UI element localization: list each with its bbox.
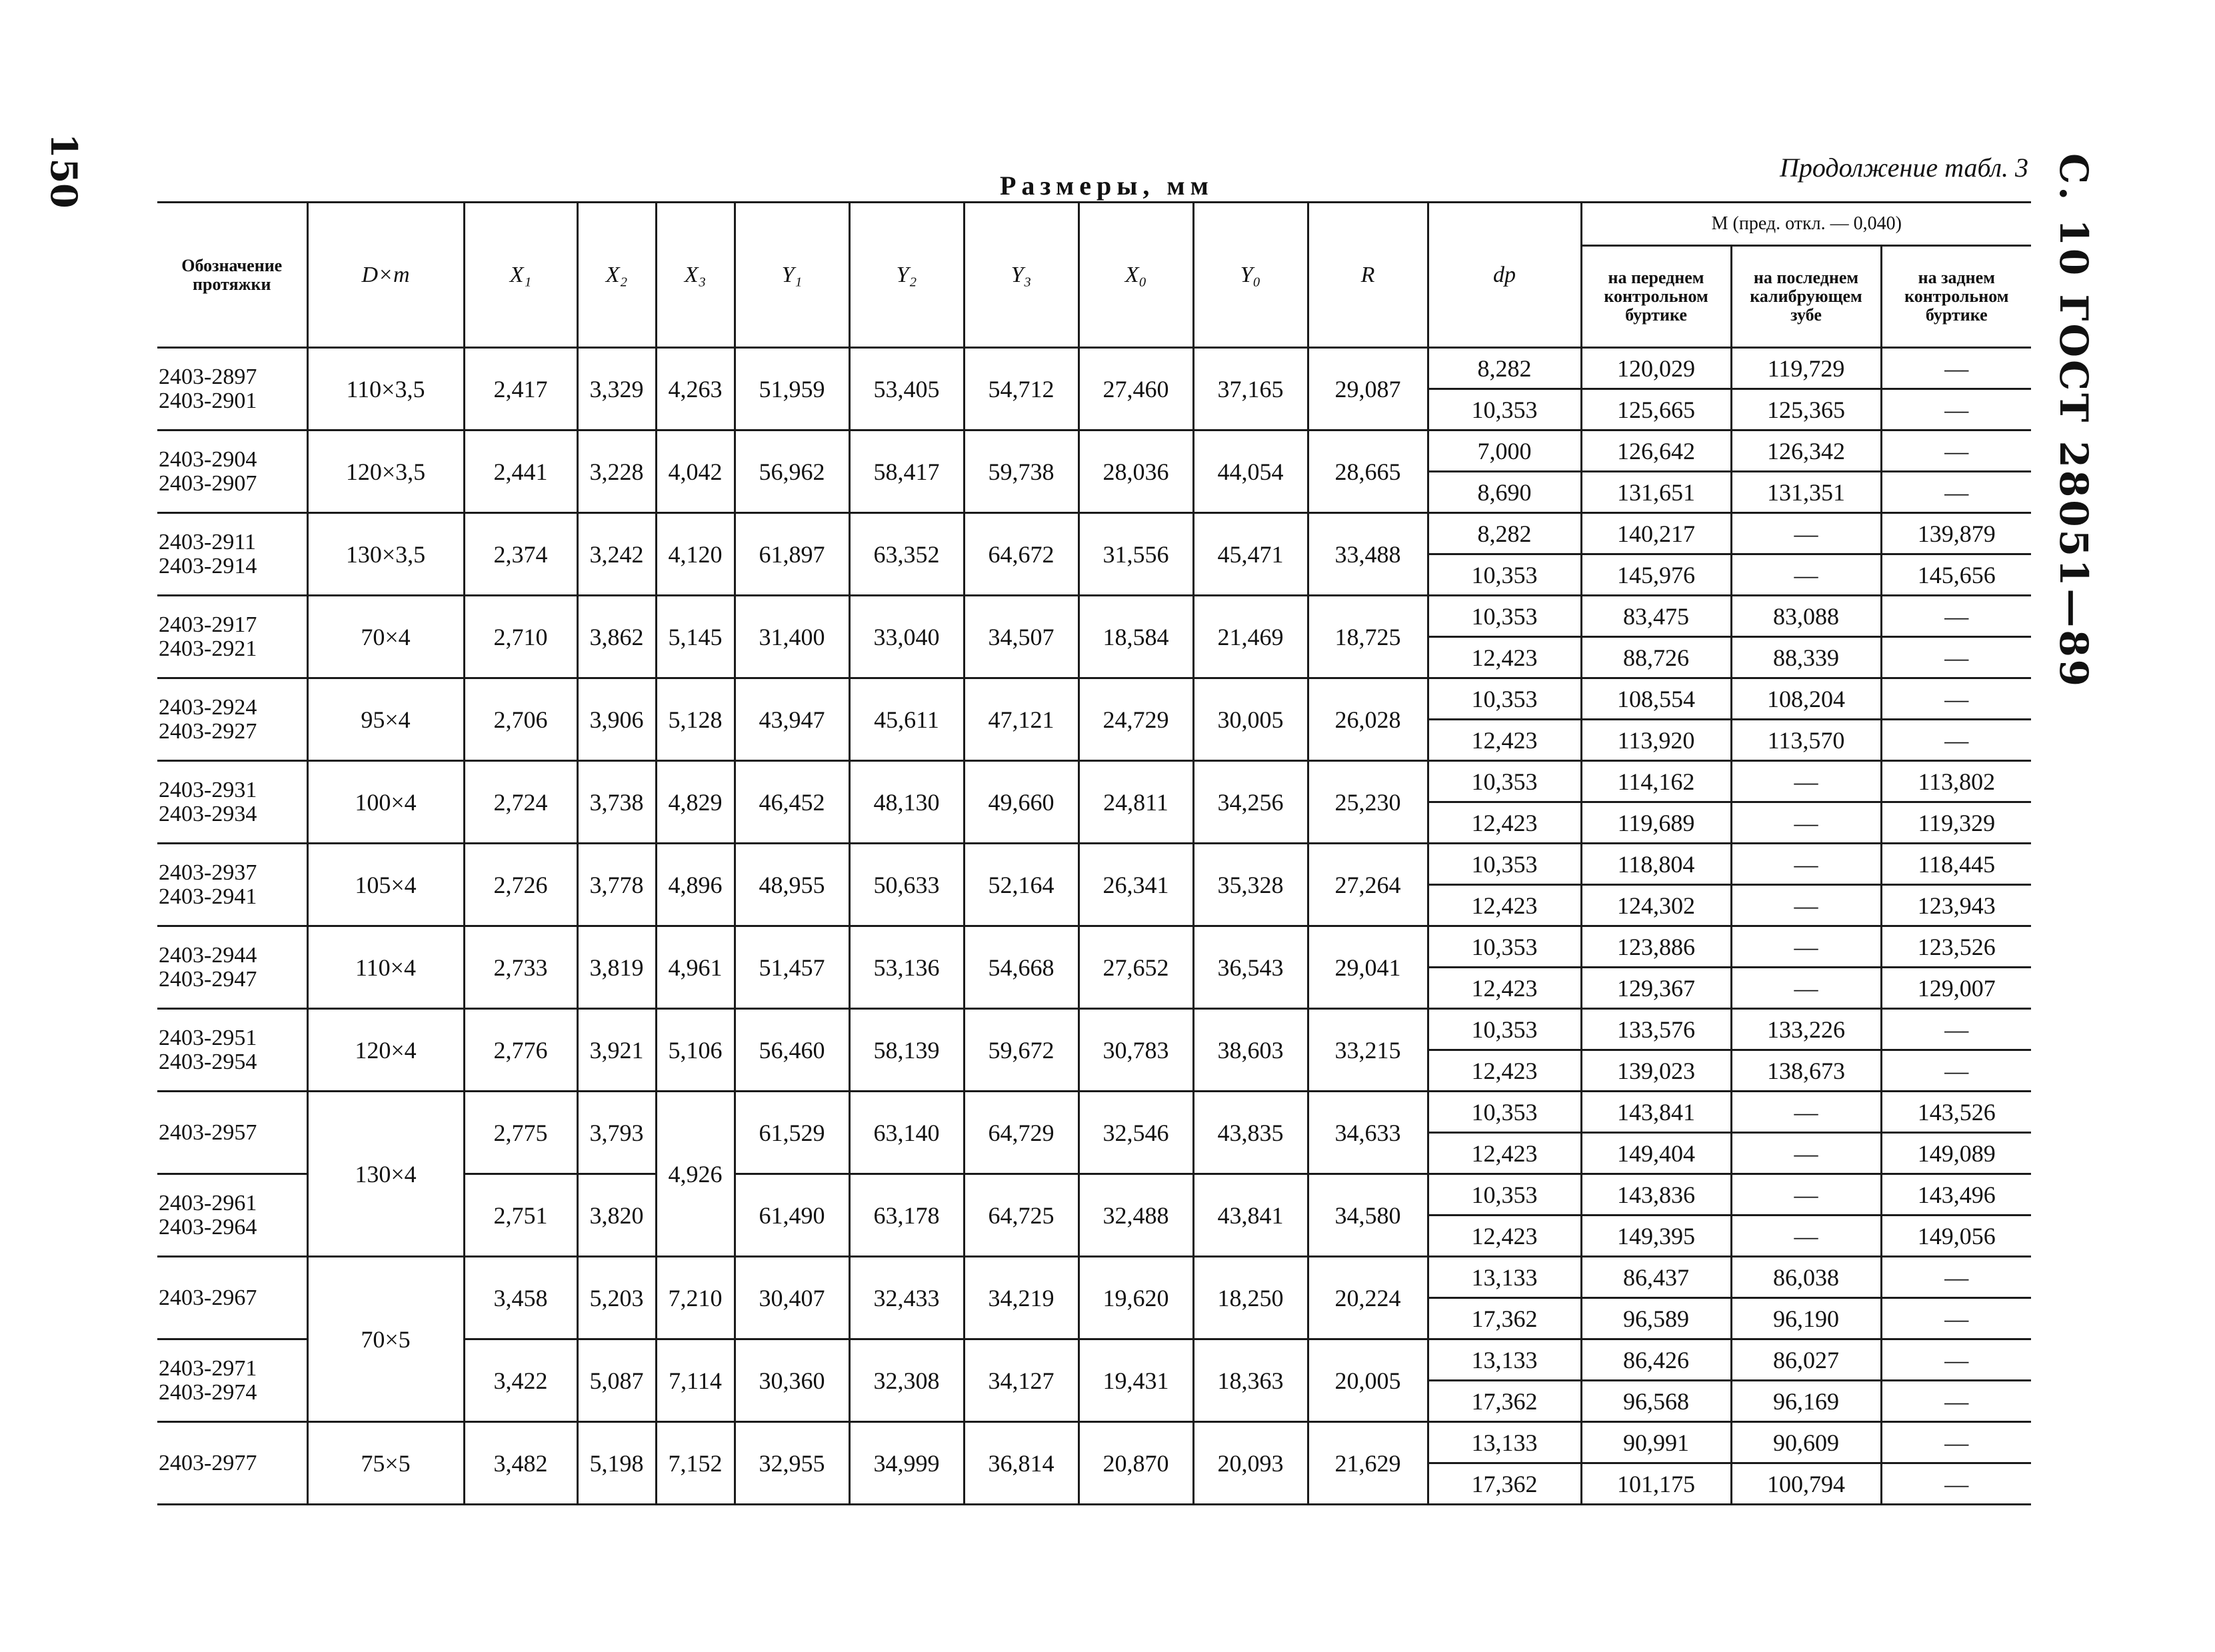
y3-cell: 34,507 <box>964 596 1079 678</box>
col-y1: Y₁ <box>735 203 849 348</box>
m-last-cell: 131,351 <box>1731 472 1881 513</box>
y2-cell: 34,999 <box>849 1422 964 1505</box>
r-cell: 28,665 <box>1308 430 1428 513</box>
y3-cell: 59,738 <box>964 430 1079 513</box>
m-rear-cell: — <box>1881 1009 2031 1050</box>
m-rear-cell: — <box>1881 1422 2031 1463</box>
m-rear-cell: — <box>1881 1050 2031 1092</box>
y3-cell: 49,660 <box>964 761 1079 844</box>
designation-cell: 2403-2924 2403-2927 <box>157 678 307 761</box>
x3-cell: 4,926 <box>656 1092 735 1257</box>
x2-cell: 3,819 <box>577 926 656 1009</box>
table-row <box>157 513 2031 554</box>
dims-title: Размеры, мм <box>1000 171 1214 201</box>
x3-cell: 7,210 <box>656 1257 735 1339</box>
x2-cell: 3,242 <box>577 513 656 596</box>
col-x1: X₁ <box>464 203 577 348</box>
m-last-cell: 138,673 <box>1731 1050 1881 1092</box>
table-row <box>157 1009 2031 1050</box>
col-y2: Y₂ <box>849 203 964 348</box>
r-cell: 25,230 <box>1308 761 1428 844</box>
table-row <box>157 678 2031 720</box>
y3-cell: 47,121 <box>964 678 1079 761</box>
x2-cell: 3,778 <box>577 844 656 926</box>
x3-cell: 4,042 <box>656 430 735 513</box>
m-front-cell: 124,302 <box>1581 885 1731 926</box>
m-last-cell: 86,027 <box>1731 1339 1881 1381</box>
m-front-cell: 129,367 <box>1581 968 1731 1009</box>
m-rear-cell: 149,089 <box>1881 1133 2031 1174</box>
x2-cell: 3,793 <box>577 1092 656 1174</box>
m-last-cell: 88,339 <box>1731 637 1881 678</box>
designation-cell: 2403-2904 2403-2907 <box>157 430 307 513</box>
x0-cell: 30,783 <box>1079 1009 1193 1092</box>
y0-cell: 38,603 <box>1193 1009 1308 1092</box>
y1-cell: 51,457 <box>735 926 849 1009</box>
col-x2: X₂ <box>577 203 656 348</box>
m-rear-cell: — <box>1881 1463 2031 1505</box>
x0-cell: 32,546 <box>1079 1092 1193 1174</box>
x0-cell: 27,460 <box>1079 348 1193 430</box>
dm-cell: 95×4 <box>307 678 464 761</box>
dp-cell: 12,423 <box>1428 1216 1581 1257</box>
table-row <box>157 1257 2031 1298</box>
dp-cell: 8,690 <box>1428 472 1581 513</box>
y0-cell: 20,093 <box>1193 1422 1308 1505</box>
table-row <box>157 761 2031 802</box>
m-last-cell: 125,365 <box>1731 389 1881 430</box>
y1-cell: 32,955 <box>735 1422 849 1505</box>
designation-cell: 2403-2957 <box>157 1092 307 1174</box>
x2-cell: 3,921 <box>577 1009 656 1092</box>
dm-cell: 120×3,5 <box>307 430 464 513</box>
dm-cell: 130×4 <box>307 1092 464 1257</box>
dp-cell: 10,353 <box>1428 1174 1581 1216</box>
m-last-cell: — <box>1731 968 1881 1009</box>
dm-cell: 110×3,5 <box>307 348 464 430</box>
m-front-cell: 96,589 <box>1581 1298 1731 1339</box>
x1-cell: 2,710 <box>464 596 577 678</box>
x0-cell: 27,652 <box>1079 926 1193 1009</box>
y0-cell: 36,543 <box>1193 926 1308 1009</box>
dp-cell: 8,282 <box>1428 348 1581 389</box>
x2-cell: 3,906 <box>577 678 656 761</box>
x2-cell: 5,087 <box>577 1339 656 1422</box>
y2-cell: 45,611 <box>849 678 964 761</box>
x3-cell: 4,829 <box>656 761 735 844</box>
m-last-cell: 100,794 <box>1731 1463 1881 1505</box>
y0-cell: 30,005 <box>1193 678 1308 761</box>
y1-cell: 31,400 <box>735 596 849 678</box>
x3-cell: 4,961 <box>656 926 735 1009</box>
dp-cell: 7,000 <box>1428 430 1581 472</box>
x2-cell: 5,198 <box>577 1422 656 1505</box>
r-cell: 27,264 <box>1308 844 1428 926</box>
m-front-cell: 88,726 <box>1581 637 1731 678</box>
m-front-cell: 123,886 <box>1581 926 1731 968</box>
dp-cell: 13,133 <box>1428 1257 1581 1298</box>
dp-cell: 10,353 <box>1428 761 1581 802</box>
m-rear-cell: — <box>1881 472 2031 513</box>
x0-cell: 32,488 <box>1079 1174 1193 1257</box>
continuation-label: Продолжение табл. 3 <box>1780 153 2029 183</box>
y2-cell: 63,140 <box>849 1092 964 1174</box>
x0-cell: 18,584 <box>1079 596 1193 678</box>
table-row <box>157 596 2031 637</box>
x2-cell: 3,228 <box>577 430 656 513</box>
m-front-cell: 120,029 <box>1581 348 1731 389</box>
m-last-cell: 133,226 <box>1731 1009 1881 1050</box>
x3-cell: 5,145 <box>656 596 735 678</box>
y1-cell: 30,407 <box>735 1257 849 1339</box>
x1-cell: 2,726 <box>464 844 577 926</box>
x1-cell: 2,374 <box>464 513 577 596</box>
x0-cell: 28,036 <box>1079 430 1193 513</box>
dp-cell: 10,353 <box>1428 844 1581 885</box>
m-last-cell: — <box>1731 885 1881 926</box>
page-number: 150 <box>43 133 85 209</box>
x2-cell: 3,820 <box>577 1174 656 1257</box>
x0-cell: 20,870 <box>1079 1422 1193 1505</box>
m-front-cell: 133,576 <box>1581 1009 1731 1050</box>
y3-cell: 34,127 <box>964 1339 1079 1422</box>
designation-cell: 2403-2951 2403-2954 <box>157 1009 307 1092</box>
y3-cell: 36,814 <box>964 1422 1079 1505</box>
r-cell: 21,629 <box>1308 1422 1428 1505</box>
dp-cell: 10,353 <box>1428 554 1581 596</box>
x1-cell: 2,724 <box>464 761 577 844</box>
y0-cell: 35,328 <box>1193 844 1308 926</box>
y0-cell: 18,250 <box>1193 1257 1308 1339</box>
x2-cell: 3,738 <box>577 761 656 844</box>
dp-cell: 12,423 <box>1428 720 1581 761</box>
col-m-rear: на заднем контрольном буртике <box>1881 246 2031 348</box>
x2-cell: 3,862 <box>577 596 656 678</box>
m-front-cell: 86,437 <box>1581 1257 1731 1298</box>
dm-cell: 105×4 <box>307 844 464 926</box>
r-cell: 29,041 <box>1308 926 1428 1009</box>
dm-cell: 70×4 <box>307 596 464 678</box>
r-cell: 20,224 <box>1308 1257 1428 1339</box>
m-last-cell: — <box>1731 844 1881 885</box>
dp-cell: 17,362 <box>1428 1463 1581 1505</box>
m-rear-cell: 123,526 <box>1881 926 2031 968</box>
x0-cell: 19,431 <box>1079 1339 1193 1422</box>
designation-cell: 2403-2937 2403-2941 <box>157 844 307 926</box>
y2-cell: 63,178 <box>849 1174 964 1257</box>
r-cell: 34,633 <box>1308 1092 1428 1174</box>
m-front-cell: 83,475 <box>1581 596 1731 637</box>
x3-cell: 4,120 <box>656 513 735 596</box>
y1-cell: 61,897 <box>735 513 849 596</box>
col-dp: dp <box>1428 203 1581 348</box>
dm-cell: 70×5 <box>307 1257 464 1422</box>
m-front-cell: 118,804 <box>1581 844 1731 885</box>
y2-cell: 48,130 <box>849 761 964 844</box>
m-front-cell: 143,841 <box>1581 1092 1731 1133</box>
m-last-cell: — <box>1731 1216 1881 1257</box>
m-last-cell: 113,570 <box>1731 720 1881 761</box>
y1-cell: 48,955 <box>735 844 849 926</box>
y0-cell: 34,256 <box>1193 761 1308 844</box>
designation-cell: 2403-2897 2403-2901 <box>157 348 307 430</box>
dp-cell: 13,133 <box>1428 1339 1581 1381</box>
table-row <box>157 348 2031 389</box>
table-row <box>157 1092 2031 1133</box>
m-front-cell: 90,991 <box>1581 1422 1731 1463</box>
designation-cell: 2403-2961 2403-2964 <box>157 1174 307 1257</box>
table-row <box>157 926 2031 968</box>
x1-cell: 2,775 <box>464 1092 577 1174</box>
m-rear-cell: 119,329 <box>1881 802 2031 844</box>
dm-cell: 120×4 <box>307 1009 464 1092</box>
y3-cell: 64,725 <box>964 1174 1079 1257</box>
y2-cell: 53,405 <box>849 348 964 430</box>
m-front-cell: 113,920 <box>1581 720 1731 761</box>
designation-cell: 2403-2911 2403-2914 <box>157 513 307 596</box>
col-dm: D×m <box>307 203 464 348</box>
m-last-cell: 90,609 <box>1731 1422 1881 1463</box>
x3-cell: 4,263 <box>656 348 735 430</box>
m-rear-cell: — <box>1881 348 2031 389</box>
m-rear-cell: — <box>1881 389 2031 430</box>
y1-cell: 51,959 <box>735 348 849 430</box>
y3-cell: 52,164 <box>964 844 1079 926</box>
m-last-cell: — <box>1731 1174 1881 1216</box>
side-header: С. 10 ГОСТ 28051—89 <box>2051 153 2096 690</box>
m-last-cell: 119,729 <box>1731 348 1881 389</box>
m-last-cell: — <box>1731 926 1881 968</box>
dp-cell: 17,362 <box>1428 1381 1581 1422</box>
col-y0: Y₀ <box>1193 203 1308 348</box>
y2-cell: 50,633 <box>849 844 964 926</box>
m-rear-cell: — <box>1881 596 2031 637</box>
y0-cell: 43,841 <box>1193 1174 1308 1257</box>
dp-cell: 10,353 <box>1428 389 1581 430</box>
y2-cell: 58,139 <box>849 1009 964 1092</box>
y1-cell: 46,452 <box>735 761 849 844</box>
m-last-cell: 83,088 <box>1731 596 1881 637</box>
x1-cell: 3,458 <box>464 1257 577 1339</box>
y3-cell: 54,712 <box>964 348 1079 430</box>
designation-cell: 2403-2931 2403-2934 <box>157 761 307 844</box>
m-rear-cell: — <box>1881 1257 2031 1298</box>
y1-cell: 56,460 <box>735 1009 849 1092</box>
dp-cell: 10,353 <box>1428 678 1581 720</box>
m-rear-cell: — <box>1881 1298 2031 1339</box>
m-rear-cell: 149,056 <box>1881 1216 2031 1257</box>
x1-cell: 2,417 <box>464 348 577 430</box>
dp-cell: 10,353 <box>1428 1092 1581 1133</box>
y3-cell: 64,729 <box>964 1092 1079 1174</box>
y2-cell: 63,352 <box>849 513 964 596</box>
x0-cell: 24,729 <box>1079 678 1193 761</box>
m-front-cell: 143,836 <box>1581 1174 1731 1216</box>
m-front-cell: 86,426 <box>1581 1339 1731 1381</box>
m-last-cell: 126,342 <box>1731 430 1881 472</box>
dp-cell: 10,353 <box>1428 926 1581 968</box>
dp-cell: 8,282 <box>1428 513 1581 554</box>
m-last-cell: — <box>1731 1133 1881 1174</box>
m-front-cell: 139,023 <box>1581 1050 1731 1092</box>
m-rear-cell: — <box>1881 1381 2031 1422</box>
r-cell: 29,087 <box>1308 348 1428 430</box>
x1-cell: 2,706 <box>464 678 577 761</box>
y2-cell: 53,136 <box>849 926 964 1009</box>
x1-cell: 2,751 <box>464 1174 577 1257</box>
r-cell: 33,488 <box>1308 513 1428 596</box>
m-front-cell: 119,689 <box>1581 802 1731 844</box>
m-last-cell: 96,169 <box>1731 1381 1881 1422</box>
m-front-cell: 149,404 <box>1581 1133 1731 1174</box>
dp-cell: 12,423 <box>1428 968 1581 1009</box>
m-last-cell: — <box>1731 1092 1881 1133</box>
m-rear-cell: — <box>1881 678 2031 720</box>
col-y3: Y₃ <box>964 203 1079 348</box>
r-cell: 34,580 <box>1308 1174 1428 1257</box>
x1-cell: 2,776 <box>464 1009 577 1092</box>
dp-cell: 13,133 <box>1428 1422 1581 1463</box>
m-rear-cell: 129,007 <box>1881 968 2031 1009</box>
table-body <box>157 348 2031 1505</box>
table-row <box>157 1422 2031 1463</box>
m-last-cell: 108,204 <box>1731 678 1881 720</box>
y1-cell: 56,962 <box>735 430 849 513</box>
m-rear-cell: 145,656 <box>1881 554 2031 596</box>
x2-cell: 3,329 <box>577 348 656 430</box>
m-front-cell: 131,651 <box>1581 472 1731 513</box>
m-rear-cell: 123,943 <box>1881 885 2031 926</box>
m-last-cell: — <box>1731 761 1881 802</box>
dm-cell: 75×5 <box>307 1422 464 1505</box>
m-front-cell: 145,976 <box>1581 554 1731 596</box>
m-front-cell: 140,217 <box>1581 513 1731 554</box>
dp-cell: 10,353 <box>1428 596 1581 637</box>
x3-cell: 4,896 <box>656 844 735 926</box>
r-cell: 18,725 <box>1308 596 1428 678</box>
m-rear-cell: 143,526 <box>1881 1092 2031 1133</box>
x0-cell: 26,341 <box>1079 844 1193 926</box>
y1-cell: 43,947 <box>735 678 849 761</box>
x2-cell: 5,203 <box>577 1257 656 1339</box>
m-rear-cell: — <box>1881 637 2031 678</box>
dp-cell: 12,423 <box>1428 1133 1581 1174</box>
m-front-cell: 114,162 <box>1581 761 1731 802</box>
col-m-last: на последнем калибрующем зубе <box>1731 246 1881 348</box>
y1-cell: 61,490 <box>735 1174 849 1257</box>
col-x0: X₀ <box>1079 203 1193 348</box>
y0-cell: 45,471 <box>1193 513 1308 596</box>
x1-cell: 3,422 <box>464 1339 577 1422</box>
x0-cell: 24,811 <box>1079 761 1193 844</box>
y0-cell: 44,054 <box>1193 430 1308 513</box>
m-last-cell: 96,190 <box>1731 1298 1881 1339</box>
dp-cell: 12,423 <box>1428 1050 1581 1092</box>
y0-cell: 43,835 <box>1193 1092 1308 1174</box>
dp-cell: 12,423 <box>1428 885 1581 926</box>
m-rear-cell: — <box>1881 720 2031 761</box>
table-row <box>157 844 2031 885</box>
r-cell: 33,215 <box>1308 1009 1428 1092</box>
y2-cell: 33,040 <box>849 596 964 678</box>
y2-cell: 58,417 <box>849 430 964 513</box>
designation-cell: 2403-2944 2403-2947 <box>157 926 307 1009</box>
r-cell: 20,005 <box>1308 1339 1428 1422</box>
table-row <box>157 430 2031 472</box>
dp-cell: 12,423 <box>1428 637 1581 678</box>
m-rear-cell: — <box>1881 1339 2031 1381</box>
y0-cell: 18,363 <box>1193 1339 1308 1422</box>
m-rear-cell: 113,802 <box>1881 761 2031 802</box>
m-front-cell: 96,568 <box>1581 1381 1731 1422</box>
x3-cell: 5,106 <box>656 1009 735 1092</box>
m-front-cell: 149,395 <box>1581 1216 1731 1257</box>
m-rear-cell: 143,496 <box>1881 1174 2031 1216</box>
m-last-cell: — <box>1731 554 1881 596</box>
m-last-cell: 86,038 <box>1731 1257 1881 1298</box>
col-m-group: M (пред. откл. — 0,040) <box>1581 203 2031 246</box>
m-front-cell: 126,642 <box>1581 430 1731 472</box>
x1-cell: 2,441 <box>464 430 577 513</box>
designation-cell: 2403-2967 <box>157 1257 307 1339</box>
m-rear-cell: — <box>1881 430 2031 472</box>
dm-cell: 100×4 <box>307 761 464 844</box>
m-rear-cell: 139,879 <box>1881 513 2031 554</box>
y3-cell: 34,219 <box>964 1257 1079 1339</box>
y0-cell: 21,469 <box>1193 596 1308 678</box>
designation-cell: 2403-2971 2403-2974 <box>157 1339 307 1422</box>
dp-cell: 10,353 <box>1428 1009 1581 1050</box>
dm-cell: 130×3,5 <box>307 513 464 596</box>
m-front-cell: 108,554 <box>1581 678 1731 720</box>
m-front-cell: 101,175 <box>1581 1463 1731 1505</box>
col-r: R <box>1308 203 1428 348</box>
y3-cell: 59,672 <box>964 1009 1079 1092</box>
designation-cell: 2403-2917 2403-2921 <box>157 596 307 678</box>
m-front-cell: 125,665 <box>1581 389 1731 430</box>
m-last-cell: — <box>1731 802 1881 844</box>
m-rear-cell: 118,445 <box>1881 844 2031 885</box>
y0-cell: 37,165 <box>1193 348 1308 430</box>
x3-cell: 5,128 <box>656 678 735 761</box>
r-cell: 26,028 <box>1308 678 1428 761</box>
x0-cell: 31,556 <box>1079 513 1193 596</box>
dm-cell: 110×4 <box>307 926 464 1009</box>
x1-cell: 2,733 <box>464 926 577 1009</box>
m-last-cell: — <box>1731 513 1881 554</box>
y1-cell: 30,360 <box>735 1339 849 1422</box>
y3-cell: 54,668 <box>964 926 1079 1009</box>
x3-cell: 7,114 <box>656 1339 735 1422</box>
x3-cell: 7,152 <box>656 1422 735 1505</box>
y3-cell: 64,672 <box>964 513 1079 596</box>
y2-cell: 32,433 <box>849 1257 964 1339</box>
y1-cell: 61,529 <box>735 1092 849 1174</box>
x0-cell: 19,620 <box>1079 1257 1193 1339</box>
dp-cell: 12,423 <box>1428 802 1581 844</box>
x1-cell: 3,482 <box>464 1422 577 1505</box>
y2-cell: 32,308 <box>849 1339 964 1422</box>
dp-cell: 17,362 <box>1428 1298 1581 1339</box>
dimensions-table <box>157 201 2031 1505</box>
col-x3: X₃ <box>656 203 735 348</box>
col-designation: Обозначение протяжки <box>157 203 307 348</box>
col-m-front: на переднем контрольном буртике <box>1581 246 1731 348</box>
designation-cell: 2403-2977 <box>157 1422 307 1505</box>
